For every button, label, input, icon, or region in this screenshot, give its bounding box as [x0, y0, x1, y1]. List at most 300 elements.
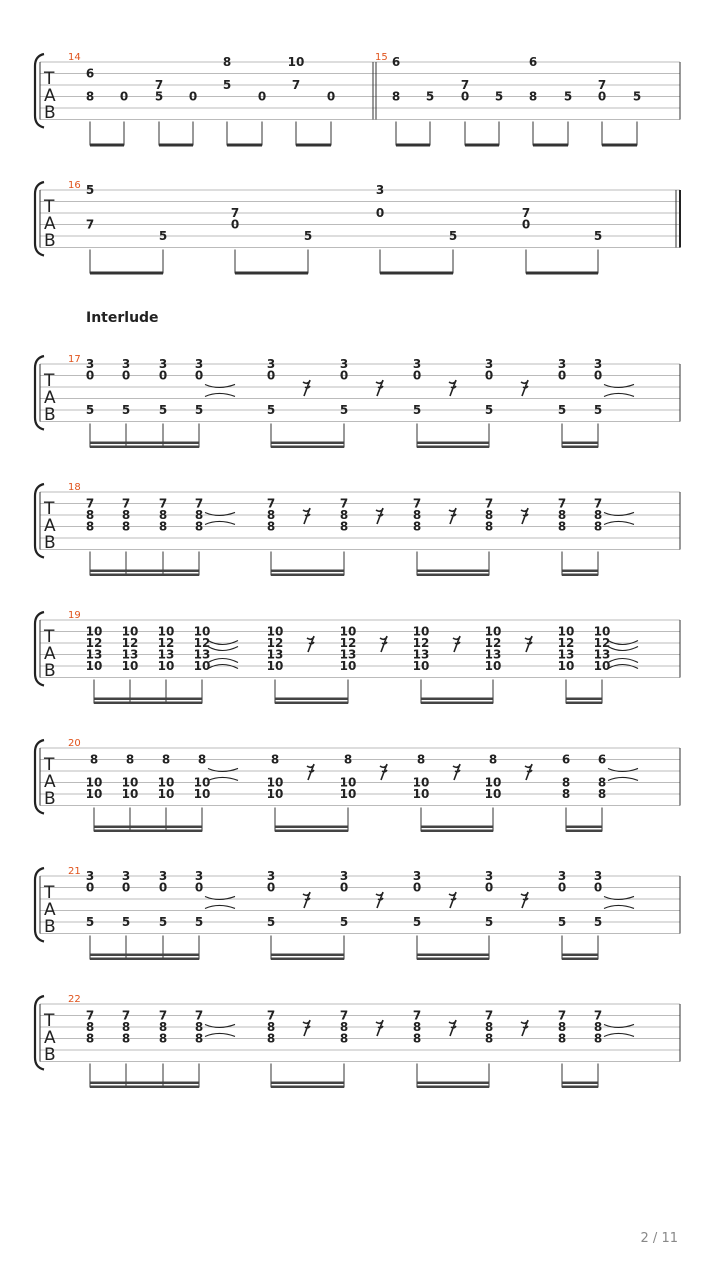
bar-number: 20 [68, 738, 81, 749]
tab-clef-letter: A [44, 1028, 56, 1048]
fret-number: 10 [193, 787, 211, 801]
fret-number: 13 [85, 647, 103, 662]
fret-number: 0 [266, 368, 276, 383]
fret-number: 10 [193, 624, 211, 639]
beam [90, 954, 199, 957]
fret-number: 8 [158, 1020, 168, 1034]
sixteenth-rest-icon [307, 636, 314, 652]
tie-mark [205, 393, 235, 396]
fret-number: 5 [339, 403, 349, 417]
tab-clef-letter: T [44, 197, 55, 217]
fret-number: 8 [121, 508, 131, 522]
fret-number: 8 [125, 752, 135, 767]
fret-number: 8 [412, 1020, 422, 1034]
fret-number: 6 [597, 752, 607, 767]
fret-number: 5 [85, 183, 95, 197]
sixteenth-rest-icon [303, 892, 310, 908]
fret-number: 8 [85, 519, 95, 534]
fret-number: 8 [194, 519, 204, 534]
tab-clef-letter: T [44, 627, 55, 647]
beam [417, 958, 489, 961]
tab-clef-letter: B [44, 103, 56, 123]
fret-number: 5 [593, 915, 603, 929]
fret-number: 10 [266, 775, 284, 790]
tab-system [35, 994, 680, 1088]
fret-number: 5 [563, 89, 573, 104]
beam [271, 570, 344, 573]
beam [275, 826, 348, 829]
fret-number: 7 [339, 496, 349, 511]
beam [271, 954, 344, 957]
fret-number: 7 [484, 1008, 494, 1023]
fret-number: 12 [557, 636, 575, 650]
sixteenth-rest-icon [307, 764, 314, 780]
fret-number: 0 [326, 89, 336, 104]
fret-number: 10 [412, 775, 430, 790]
fret-number: 0 [158, 368, 168, 383]
fret-number: 0 [557, 368, 567, 383]
bar-number: 14 [68, 52, 81, 63]
beam [90, 958, 199, 961]
sixteenth-rest-icon [521, 380, 528, 396]
fret-number: 13 [121, 647, 139, 662]
fret-number: 3 [121, 869, 131, 883]
fret-number: 10 [484, 775, 502, 790]
fret-number: 3 [158, 357, 168, 371]
fret-number: 10 [121, 659, 139, 673]
beam [417, 954, 489, 957]
fret-number: 10 [339, 787, 357, 801]
sixteenth-rest-icon [449, 892, 456, 908]
fret-number: 5 [121, 915, 131, 929]
tab-system [35, 180, 680, 275]
tie-mark [604, 905, 634, 908]
fret-number: 10 [412, 624, 430, 639]
fret-number: 7 [593, 1008, 603, 1023]
page-number: 2 / 11 [640, 1231, 678, 1246]
fret-number: 8 [593, 508, 603, 522]
fret-number: 7 [158, 1008, 168, 1023]
fret-number: 8 [593, 519, 603, 534]
sixteenth-rest-icon [449, 508, 456, 524]
fret-number: 5 [412, 915, 422, 929]
beam [526, 272, 598, 275]
fret-number: 3 [557, 869, 567, 883]
beam [533, 144, 568, 147]
fret-number: 7 [85, 1008, 95, 1023]
fret-number: 8 [339, 508, 349, 522]
fret-number: 5 [593, 229, 603, 243]
beam [602, 144, 637, 147]
fret-number: 3 [85, 357, 95, 371]
fret-number: 7 [557, 1008, 567, 1023]
beam [94, 830, 202, 833]
fret-number: 0 [412, 368, 422, 383]
beam [566, 698, 602, 701]
fret-number: 0 [257, 89, 267, 104]
fret-number: 8 [339, 1020, 349, 1034]
fret-number: 8 [194, 508, 204, 522]
fret-number: 10 [157, 624, 175, 639]
tab-system [35, 866, 680, 960]
fret-number: 7 [121, 496, 131, 511]
fret-number: 10 [266, 787, 284, 801]
fret-number: 8 [593, 1031, 603, 1046]
fret-number: 5 [412, 403, 422, 417]
fret-number: 8 [158, 508, 168, 522]
beam [566, 830, 602, 833]
beam [271, 1086, 344, 1089]
bar-number: 22 [68, 994, 81, 1005]
fret-number: 8 [161, 752, 171, 767]
fret-number: 0 [188, 89, 198, 104]
fret-number: 8 [412, 519, 422, 534]
beam [417, 1086, 489, 1089]
fret-number: 13 [193, 647, 211, 662]
tie-mark [608, 647, 638, 651]
beam [271, 958, 344, 961]
fret-number: 7 [460, 78, 470, 92]
fret-number: 5 [158, 229, 168, 243]
tie-mark [205, 1033, 235, 1036]
beam [90, 570, 199, 573]
fret-number: 8 [121, 1020, 131, 1034]
fret-number: 10 [193, 775, 211, 790]
sixteenth-rest-icon [303, 1020, 310, 1036]
tab-clef-letter: B [44, 789, 56, 809]
tab-clef-letter: B [44, 231, 56, 251]
fret-number: 10 [121, 624, 139, 639]
fret-number: 0 [85, 368, 95, 383]
fret-number: 7 [154, 78, 164, 92]
fret-number: 3 [375, 183, 385, 197]
fret-number: 8 [194, 1031, 204, 1046]
sixteenth-rest-icon [525, 636, 532, 652]
section-label: Interlude [86, 310, 159, 326]
fret-number: 8 [270, 752, 280, 767]
bar-number: 21 [68, 866, 81, 877]
fret-number: 10 [593, 624, 611, 639]
fret-number: 3 [593, 357, 603, 371]
fret-number: 8 [484, 519, 494, 534]
tab-clef-letter: A [44, 214, 56, 234]
fret-number: 6 [561, 752, 571, 767]
fret-number: 3 [339, 357, 349, 371]
sixteenth-rest-icon [380, 636, 387, 652]
fret-number: 12 [593, 636, 611, 650]
fret-number: 5 [494, 89, 504, 104]
fret-number: 7 [412, 496, 422, 511]
beam [421, 702, 493, 705]
beam [562, 570, 598, 573]
fret-number: 7 [230, 206, 240, 220]
fret-number: 3 [85, 869, 95, 883]
fret-number: 10 [266, 624, 284, 639]
fret-number: 3 [593, 869, 603, 883]
fret-number: 7 [597, 78, 607, 92]
fret-number: 10 [157, 775, 175, 790]
beam [380, 272, 453, 275]
fret-number: 3 [266, 357, 276, 371]
beam [417, 446, 489, 449]
fret-number: 0 [521, 217, 531, 232]
tab-clef-letter: B [44, 405, 56, 425]
fret-number: 8 [528, 89, 538, 104]
beam [271, 442, 344, 445]
fret-number: 8 [266, 508, 276, 522]
fret-number: 0 [339, 880, 349, 895]
tab-system [35, 482, 680, 576]
tab-clef-letter: B [44, 533, 56, 553]
bar-number: 16 [68, 180, 81, 191]
fret-number: 10 [85, 624, 103, 639]
fret-number: 8 [158, 519, 168, 534]
fret-number: 7 [194, 496, 204, 511]
fret-number: 8 [561, 775, 571, 790]
fret-number: 10 [484, 659, 502, 673]
fret-number: 12 [121, 636, 139, 650]
fret-number: 8 [412, 508, 422, 522]
beam [417, 442, 489, 445]
fret-number: 8 [339, 1031, 349, 1046]
tab-system [35, 354, 680, 448]
tab-clef-letter: A [44, 644, 56, 664]
fret-number: 0 [194, 880, 204, 895]
sixteenth-rest-icon [380, 764, 387, 780]
fret-number: 10 [484, 624, 502, 639]
beam [271, 574, 344, 577]
fret-number: 8 [484, 1020, 494, 1034]
fret-number: 5 [303, 229, 313, 243]
fret-number: 5 [121, 403, 131, 417]
fret-number: 5 [339, 915, 349, 929]
fret-number: 7 [521, 206, 531, 220]
fret-number: 10 [85, 775, 103, 790]
fret-number: 5 [557, 403, 567, 417]
fret-number: 12 [85, 636, 103, 650]
fret-number: 13 [557, 647, 575, 662]
beam [159, 144, 193, 147]
beam [275, 698, 348, 701]
fret-number: 10 [593, 659, 611, 673]
beam [90, 446, 199, 449]
fret-number: 3 [194, 869, 204, 883]
tab-system [35, 610, 680, 704]
tab-system [35, 52, 680, 147]
fret-number: 5 [154, 89, 164, 104]
sixteenth-rest-icon [376, 1020, 383, 1036]
fret-number: 5 [194, 915, 204, 929]
tab-clef-letter: T [44, 69, 55, 89]
tab-clef-letter: A [44, 86, 56, 106]
fret-number: 7 [484, 496, 494, 511]
tab-system [35, 738, 680, 832]
fret-number: 5 [557, 915, 567, 929]
beam [396, 144, 430, 147]
bar-number: 17 [68, 354, 81, 365]
fret-number: 3 [557, 357, 567, 371]
beam [227, 144, 262, 147]
fret-number: 12 [266, 636, 284, 650]
beam [562, 574, 598, 577]
sixteenth-rest-icon [521, 1020, 528, 1036]
sixteenth-rest-icon [449, 380, 456, 396]
fret-number: 8 [158, 1031, 168, 1046]
sixteenth-rest-icon [449, 1020, 456, 1036]
fret-number: 5 [85, 915, 95, 929]
beam [271, 446, 344, 449]
fret-number: 8 [593, 1020, 603, 1034]
fret-number: 0 [593, 368, 603, 383]
fret-number: 8 [266, 1020, 276, 1034]
tie-mark [205, 905, 235, 908]
fret-number: 13 [157, 647, 175, 662]
fret-number: 10 [339, 659, 357, 673]
fret-number: 8 [597, 775, 607, 790]
sixteenth-rest-icon [453, 764, 460, 780]
fret-number: 0 [484, 880, 494, 895]
beam [417, 570, 489, 573]
fret-number: 13 [339, 647, 357, 662]
beam [465, 144, 499, 147]
beam [94, 698, 202, 701]
tie-mark [604, 521, 634, 524]
fret-number: 3 [194, 357, 204, 371]
tab-clef-letter: T [44, 883, 55, 903]
sixteenth-rest-icon [376, 892, 383, 908]
sixteenth-rest-icon [303, 380, 310, 396]
fret-number: 5 [593, 403, 603, 417]
fret-number: 5 [484, 403, 494, 417]
tie-mark [608, 777, 638, 780]
fret-number: 7 [158, 496, 168, 511]
fret-number: 10 [121, 787, 139, 801]
beam [562, 954, 598, 957]
beam [90, 442, 199, 445]
tie-mark [208, 659, 238, 663]
fret-number: 8 [484, 508, 494, 522]
fret-number: 8 [561, 787, 571, 801]
fret-number: 5 [194, 403, 204, 417]
fret-number: 8 [391, 89, 401, 104]
fret-number: 0 [158, 880, 168, 895]
beam [90, 574, 199, 577]
fret-number: 10 [157, 787, 175, 801]
sixteenth-rest-icon [525, 764, 532, 780]
fret-number: 5 [266, 915, 276, 929]
fret-number: 5 [632, 89, 642, 104]
fret-number: 8 [597, 787, 607, 801]
fret-number: 10 [85, 659, 103, 673]
tie-mark [205, 521, 235, 524]
fret-number: 3 [484, 357, 494, 371]
fret-number: 8 [557, 519, 567, 534]
fret-number: 7 [266, 496, 276, 511]
sixteenth-rest-icon [521, 508, 528, 524]
beam [562, 1086, 598, 1089]
beam [94, 702, 202, 705]
fret-number: 12 [484, 636, 502, 650]
fret-number: 8 [85, 89, 95, 104]
fret-number: 12 [157, 636, 175, 650]
fret-number: 5 [222, 78, 232, 92]
fret-number: 8 [222, 55, 232, 69]
beam [566, 826, 602, 829]
beam [417, 1082, 489, 1085]
beam [90, 1082, 199, 1085]
fret-number: 0 [194, 368, 204, 383]
fret-number: 0 [230, 217, 240, 232]
tie-mark [604, 1033, 634, 1036]
fret-number: 10 [85, 787, 103, 801]
fret-number: 13 [593, 647, 611, 662]
tie-mark [208, 777, 238, 780]
fret-number: 8 [121, 1031, 131, 1046]
fret-number: 8 [266, 1031, 276, 1046]
fret-number: 10 [412, 659, 430, 673]
fret-number: 3 [339, 869, 349, 883]
fret-number: 6 [528, 55, 538, 69]
fret-number: 7 [593, 496, 603, 511]
fret-number: 0 [412, 880, 422, 895]
sixteenth-rest-icon [521, 892, 528, 908]
tab-clef-letter: T [44, 499, 55, 519]
fret-number: 8 [85, 508, 95, 522]
fret-number: 8 [557, 508, 567, 522]
fret-number: 8 [484, 1031, 494, 1046]
fret-number: 13 [266, 647, 284, 662]
fret-number: 5 [158, 915, 168, 929]
fret-number: 0 [121, 880, 131, 895]
fret-number: 8 [121, 519, 131, 534]
fret-number: 0 [375, 206, 385, 220]
bar-number: 18 [68, 482, 81, 493]
fret-number: 8 [85, 1020, 95, 1034]
fret-number: 8 [85, 1031, 95, 1046]
tab-clef-letter: A [44, 900, 56, 920]
fret-number: 7 [266, 1008, 276, 1023]
tie-mark [608, 659, 638, 663]
fret-number: 5 [484, 915, 494, 929]
fret-number: 8 [266, 519, 276, 534]
beam [562, 442, 598, 445]
fret-number: 0 [119, 89, 129, 104]
fret-number: 8 [557, 1020, 567, 1034]
fret-number: 3 [158, 869, 168, 883]
sixteenth-rest-icon [376, 508, 383, 524]
fret-number: 0 [266, 880, 276, 895]
fret-number: 0 [557, 880, 567, 895]
bar-number: 19 [68, 610, 81, 621]
fret-number: 7 [85, 496, 95, 511]
fret-number: 10 [339, 624, 357, 639]
fret-number: 0 [597, 89, 607, 104]
fret-number: 7 [412, 1008, 422, 1023]
tie-mark [604, 393, 634, 396]
fret-number: 7 [339, 1008, 349, 1023]
beam [275, 830, 348, 833]
fret-number: 10 [412, 787, 430, 801]
fret-number: 12 [339, 636, 357, 650]
fret-number: 5 [158, 403, 168, 417]
fret-number: 5 [85, 403, 95, 417]
tie-mark [208, 647, 238, 651]
tab-clef-letter: T [44, 1011, 55, 1031]
fret-number: 13 [412, 647, 430, 662]
fret-number: 7 [557, 496, 567, 511]
fret-number: 10 [157, 659, 175, 673]
fret-number: 0 [484, 368, 494, 383]
